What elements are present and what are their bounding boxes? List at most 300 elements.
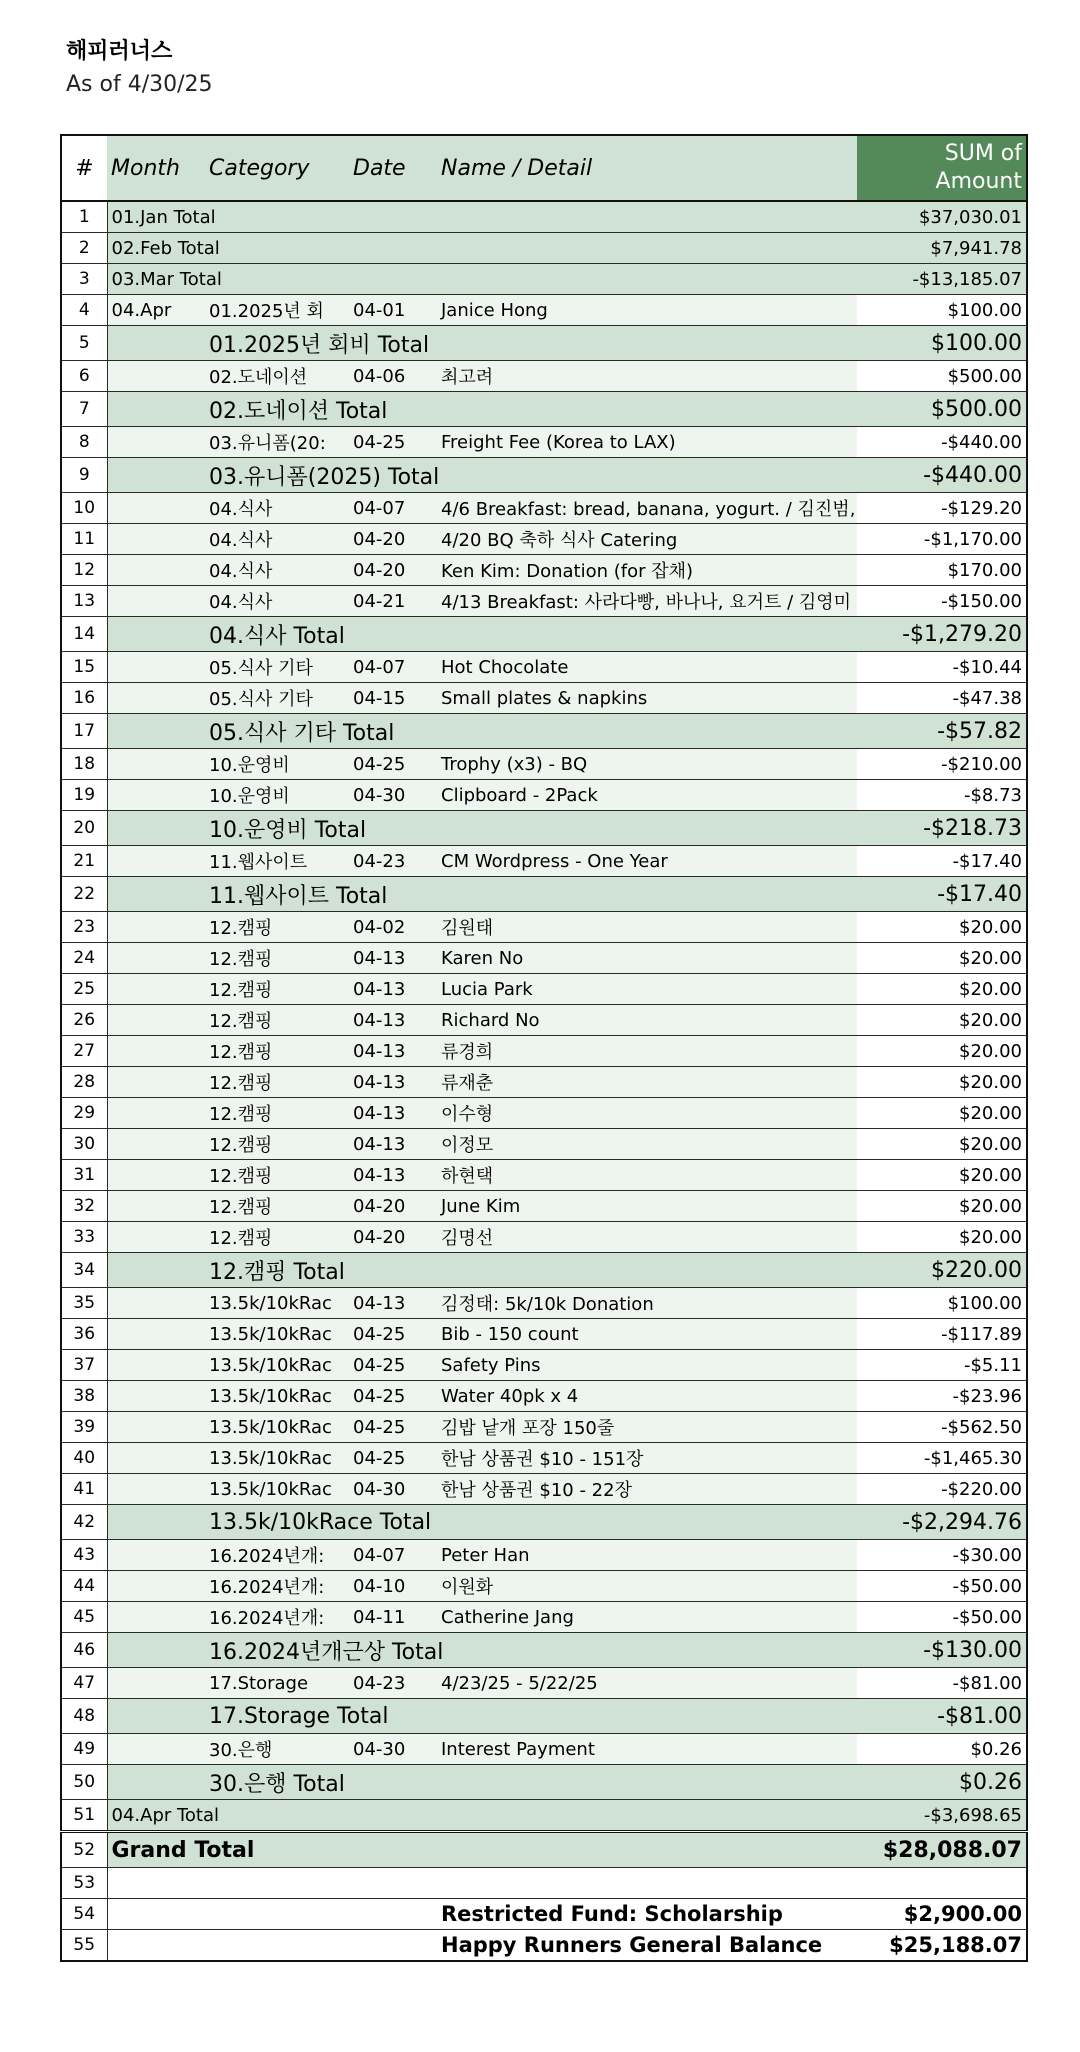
row-number: 48 bbox=[61, 1699, 107, 1734]
table-row bbox=[61, 877, 1027, 912]
col-header-name: Name / Detail bbox=[437, 135, 857, 201]
header-row bbox=[61, 135, 1027, 201]
table-row bbox=[61, 749, 1027, 780]
col-header-num: # bbox=[61, 135, 107, 201]
date-cell: 04-30 bbox=[349, 780, 437, 811]
amount-cell: $20.00 bbox=[857, 1160, 1027, 1191]
category-cell: 13.5k/10kRac bbox=[205, 1412, 349, 1443]
name-cell: 한남 상품권 $10 - 22장 bbox=[437, 1474, 857, 1505]
summary-spacer bbox=[107, 1930, 437, 1962]
month-cell bbox=[107, 1129, 205, 1160]
row-number: 12 bbox=[61, 555, 107, 586]
category-total-amount: -$130.00 bbox=[857, 1633, 1027, 1668]
month-cell bbox=[107, 1253, 205, 1288]
date-cell: 04-20 bbox=[349, 1191, 437, 1222]
row-number: 36 bbox=[61, 1319, 107, 1350]
row-number: 21 bbox=[61, 846, 107, 877]
row-number: 55 bbox=[61, 1930, 107, 1962]
row-number: 23 bbox=[61, 912, 107, 943]
date-cell: 04-13 bbox=[349, 1129, 437, 1160]
date-cell: 04-15 bbox=[349, 683, 437, 714]
table-row bbox=[61, 1699, 1027, 1734]
month-cell bbox=[107, 1505, 205, 1540]
month-cell bbox=[107, 392, 205, 427]
category-cell: 12.캠핑 bbox=[205, 912, 349, 943]
month-cell bbox=[107, 1633, 205, 1668]
name-cell: 한남 상품권 $10 - 151장 bbox=[437, 1443, 857, 1474]
amount-cell: $20.00 bbox=[857, 1067, 1027, 1098]
month-cell bbox=[107, 912, 205, 943]
table-row bbox=[61, 1602, 1027, 1633]
row-number: 17 bbox=[61, 714, 107, 749]
category-cell: 02.도네이션 bbox=[205, 361, 349, 392]
amount-cell: -$17.40 bbox=[857, 846, 1027, 877]
blank-amount bbox=[857, 1868, 1027, 1899]
col-header-month: Month bbox=[107, 135, 205, 201]
row-number: 11 bbox=[61, 524, 107, 555]
month-total-amount: -$3,698.65 bbox=[857, 1800, 1027, 1832]
row-number: 18 bbox=[61, 749, 107, 780]
date-cell: 04-11 bbox=[349, 1602, 437, 1633]
category-cell: 10.운영비 bbox=[205, 749, 349, 780]
table-row bbox=[61, 1350, 1027, 1381]
table-row bbox=[61, 974, 1027, 1005]
name-cell: Karen No bbox=[437, 943, 857, 974]
row-number: 39 bbox=[61, 1412, 107, 1443]
table-row bbox=[61, 1868, 1027, 1899]
table-row bbox=[61, 233, 1027, 264]
month-cell bbox=[107, 1319, 205, 1350]
table-row bbox=[61, 264, 1027, 295]
category-total-amount: -$218.73 bbox=[857, 811, 1027, 846]
name-cell: 이정모 bbox=[437, 1129, 857, 1160]
amount-cell: -$30.00 bbox=[857, 1540, 1027, 1571]
row-number: 28 bbox=[61, 1067, 107, 1098]
month-cell bbox=[107, 1765, 205, 1800]
month-cell bbox=[107, 555, 205, 586]
date-cell: 04-25 bbox=[349, 749, 437, 780]
table-row bbox=[61, 1474, 1027, 1505]
month-cell bbox=[107, 1036, 205, 1067]
date-cell: 04-20 bbox=[349, 1222, 437, 1253]
table-row bbox=[61, 392, 1027, 427]
row-number: 31 bbox=[61, 1160, 107, 1191]
date-cell: 04-10 bbox=[349, 1571, 437, 1602]
col-header-date: Date bbox=[349, 135, 437, 201]
table-row bbox=[61, 1540, 1027, 1571]
row-number: 38 bbox=[61, 1381, 107, 1412]
category-cell: 16.2024년개: bbox=[205, 1602, 349, 1633]
date-cell: 04-25 bbox=[349, 427, 437, 458]
row-number: 53 bbox=[61, 1868, 107, 1899]
month-cell bbox=[107, 493, 205, 524]
row-number: 15 bbox=[61, 652, 107, 683]
amount-cell: -$1,170.00 bbox=[857, 524, 1027, 555]
amount-cell: $100.00 bbox=[857, 1288, 1027, 1319]
amount-cell: -$81.00 bbox=[857, 1668, 1027, 1699]
amount-cell: $20.00 bbox=[857, 1129, 1027, 1160]
row-number: 5 bbox=[61, 326, 107, 361]
month-cell bbox=[107, 943, 205, 974]
table-row bbox=[61, 1734, 1027, 1765]
name-cell: Clipboard - 2Pack bbox=[437, 780, 857, 811]
category-cell: 12.캠핑 bbox=[205, 1067, 349, 1098]
amount-cell: -$210.00 bbox=[857, 749, 1027, 780]
category-total-label: 05.식사 기타 Total bbox=[205, 714, 857, 749]
row-number: 43 bbox=[61, 1540, 107, 1571]
category-cell: 05.식사 기타 bbox=[205, 683, 349, 714]
name-cell: Ken Kim: Donation (for 잡채) bbox=[437, 555, 857, 586]
table-row bbox=[61, 201, 1027, 233]
name-cell: 류경희 bbox=[437, 1036, 857, 1067]
month-cell bbox=[107, 1067, 205, 1098]
amount-cell: -$129.20 bbox=[857, 493, 1027, 524]
grand-total-amount: $28,088.07 bbox=[857, 1832, 1027, 1868]
month-cell bbox=[107, 974, 205, 1005]
table-row bbox=[61, 780, 1027, 811]
row-number: 22 bbox=[61, 877, 107, 912]
month-total-amount: $37,030.01 bbox=[857, 201, 1027, 233]
category-cell: 04.식사 bbox=[205, 493, 349, 524]
row-number: 41 bbox=[61, 1474, 107, 1505]
summary-spacer bbox=[107, 1899, 437, 1930]
table-row bbox=[61, 1288, 1027, 1319]
month-total-label: 04.Apr Total bbox=[107, 1800, 857, 1832]
category-cell: 13.5k/10kRac bbox=[205, 1350, 349, 1381]
category-total-amount: -$17.40 bbox=[857, 877, 1027, 912]
date-cell: 04-13 bbox=[349, 1036, 437, 1067]
row-number: 3 bbox=[61, 264, 107, 295]
date-cell: 04-13 bbox=[349, 1005, 437, 1036]
table-row bbox=[61, 1571, 1027, 1602]
table-row bbox=[61, 1253, 1027, 1288]
category-total-label: 16.2024년개근상 Total bbox=[205, 1633, 857, 1668]
month-cell bbox=[107, 458, 205, 493]
name-cell: 4/6 Breakfast: bread, banana, yogurt. / 김진범, bbox=[437, 493, 857, 524]
date-cell: 04-21 bbox=[349, 586, 437, 617]
amount-cell: -$23.96 bbox=[857, 1381, 1027, 1412]
table-row bbox=[61, 1633, 1027, 1668]
table-row bbox=[61, 1832, 1027, 1868]
month-cell bbox=[107, 877, 205, 912]
table-row bbox=[61, 1222, 1027, 1253]
name-cell: Hot Chocolate bbox=[437, 652, 857, 683]
ledger-body bbox=[61, 201, 1027, 1961]
name-cell: Bib - 150 count bbox=[437, 1319, 857, 1350]
table-row bbox=[61, 427, 1027, 458]
table-row bbox=[61, 295, 1027, 326]
date-cell: 04-25 bbox=[349, 1443, 437, 1474]
category-cell: 13.5k/10kRac bbox=[205, 1288, 349, 1319]
month-cell bbox=[107, 652, 205, 683]
date-cell: 04-07 bbox=[349, 1540, 437, 1571]
amount-cell: $20.00 bbox=[857, 1005, 1027, 1036]
name-cell: Janice Hong bbox=[437, 295, 857, 326]
amount-cell: -$1,465.30 bbox=[857, 1443, 1027, 1474]
row-number: 33 bbox=[61, 1222, 107, 1253]
table-row bbox=[61, 1930, 1027, 1962]
category-total-amount: -$57.82 bbox=[857, 714, 1027, 749]
row-number: 20 bbox=[61, 811, 107, 846]
category-cell: 17.Storage bbox=[205, 1668, 349, 1699]
ledger-table bbox=[60, 134, 1028, 1962]
name-cell: Water 40pk x 4 bbox=[437, 1381, 857, 1412]
amount-cell: $20.00 bbox=[857, 1191, 1027, 1222]
table-row bbox=[61, 1800, 1027, 1832]
row-number: 9 bbox=[61, 458, 107, 493]
name-cell: 이원화 bbox=[437, 1571, 857, 1602]
name-cell: 4/13 Breakfast: 사라다빵, 바나나, 요거트 / 김영미 bbox=[437, 586, 857, 617]
month-cell bbox=[107, 1288, 205, 1319]
amount-cell: $170.00 bbox=[857, 555, 1027, 586]
row-number: 51 bbox=[61, 1800, 107, 1832]
category-total-amount: -$440.00 bbox=[857, 458, 1027, 493]
month-total-label: 02.Feb Total bbox=[107, 233, 857, 264]
blank-cell bbox=[107, 1868, 857, 1899]
table-row bbox=[61, 458, 1027, 493]
summary-amount: $25,188.07 bbox=[857, 1930, 1027, 1962]
month-cell bbox=[107, 749, 205, 780]
month-cell bbox=[107, 586, 205, 617]
row-number: 26 bbox=[61, 1005, 107, 1036]
table-row bbox=[61, 1443, 1027, 1474]
amount-cell: -$220.00 bbox=[857, 1474, 1027, 1505]
name-cell: 최고려 bbox=[437, 361, 857, 392]
name-cell: 4/20 BQ 축하 식사 Catering bbox=[437, 524, 857, 555]
category-cell: 04.식사 bbox=[205, 555, 349, 586]
date-cell: 04-23 bbox=[349, 1668, 437, 1699]
amount-cell: $20.00 bbox=[857, 943, 1027, 974]
name-cell: 류재춘 bbox=[437, 1067, 857, 1098]
category-cell: 04.식사 bbox=[205, 524, 349, 555]
table-row bbox=[61, 361, 1027, 392]
row-number: 27 bbox=[61, 1036, 107, 1067]
date-cell: 04-07 bbox=[349, 652, 437, 683]
report-date: As of 4/30/25 bbox=[66, 72, 213, 97]
table-row bbox=[61, 1668, 1027, 1699]
row-number: 24 bbox=[61, 943, 107, 974]
table-row bbox=[61, 1381, 1027, 1412]
category-total-amount: $100.00 bbox=[857, 326, 1027, 361]
month-cell bbox=[107, 361, 205, 392]
table-row bbox=[61, 1899, 1027, 1930]
amount-cell: $500.00 bbox=[857, 361, 1027, 392]
row-number: 4 bbox=[61, 295, 107, 326]
row-number: 32 bbox=[61, 1191, 107, 1222]
month-cell bbox=[107, 683, 205, 714]
month-cell bbox=[107, 427, 205, 458]
summary-label: Restricted Fund: Scholarship bbox=[437, 1899, 857, 1930]
month-cell bbox=[107, 524, 205, 555]
date-cell: 04-25 bbox=[349, 1412, 437, 1443]
category-total-label: 03.유니폼(2025) Total bbox=[205, 458, 857, 493]
name-cell: 이수형 bbox=[437, 1098, 857, 1129]
month-total-amount: $7,941.78 bbox=[857, 233, 1027, 264]
category-cell: 13.5k/10kRac bbox=[205, 1474, 349, 1505]
name-cell: Richard No bbox=[437, 1005, 857, 1036]
month-cell bbox=[107, 780, 205, 811]
category-cell: 10.운영비 bbox=[205, 780, 349, 811]
month-cell bbox=[107, 1191, 205, 1222]
category-cell: 13.5k/10kRac bbox=[205, 1443, 349, 1474]
name-cell: CM Wordpress - One Year bbox=[437, 846, 857, 877]
summary-label: Happy Runners General Balance bbox=[437, 1930, 857, 1962]
name-cell: Peter Han bbox=[437, 1540, 857, 1571]
date-cell: 04-07 bbox=[349, 493, 437, 524]
name-cell: Trophy (x3) - BQ bbox=[437, 749, 857, 780]
category-total-label: 12.캠핑 Total bbox=[205, 1253, 857, 1288]
month-cell bbox=[107, 1381, 205, 1412]
date-cell: 04-20 bbox=[349, 524, 437, 555]
month-cell bbox=[107, 1160, 205, 1191]
date-cell: 04-13 bbox=[349, 1067, 437, 1098]
row-number: 52 bbox=[61, 1832, 107, 1868]
name-cell: 김정태: 5k/10k Donation bbox=[437, 1288, 857, 1319]
category-cell: 16.2024년개: bbox=[205, 1571, 349, 1602]
col-header-amount: SUM of Amount bbox=[857, 135, 1027, 201]
month-cell bbox=[107, 846, 205, 877]
name-cell: 4/23/25 - 5/22/25 bbox=[437, 1668, 857, 1699]
category-cell: 12.캠핑 bbox=[205, 1098, 349, 1129]
amount-cell: $100.00 bbox=[857, 295, 1027, 326]
name-cell: Catherine Jang bbox=[437, 1602, 857, 1633]
table-row bbox=[61, 683, 1027, 714]
table-row bbox=[61, 811, 1027, 846]
row-number: 44 bbox=[61, 1571, 107, 1602]
amount-cell: $20.00 bbox=[857, 974, 1027, 1005]
row-number: 29 bbox=[61, 1098, 107, 1129]
month-cell bbox=[107, 1443, 205, 1474]
category-total-label: 04.식사 Total bbox=[205, 617, 857, 652]
date-cell: 04-13 bbox=[349, 1160, 437, 1191]
date-cell: 04-20 bbox=[349, 555, 437, 586]
category-cell: 03.유니폼(20: bbox=[205, 427, 349, 458]
row-number: 1 bbox=[61, 201, 107, 233]
table-row bbox=[61, 1005, 1027, 1036]
category-total-amount: -$2,294.76 bbox=[857, 1505, 1027, 1540]
row-number: 16 bbox=[61, 683, 107, 714]
date-cell: 04-23 bbox=[349, 846, 437, 877]
row-number: 19 bbox=[61, 780, 107, 811]
row-number: 8 bbox=[61, 427, 107, 458]
month-cell bbox=[107, 1602, 205, 1633]
amount-cell: $20.00 bbox=[857, 912, 1027, 943]
category-cell: 12.캠핑 bbox=[205, 974, 349, 1005]
row-number: 13 bbox=[61, 586, 107, 617]
table-row bbox=[61, 714, 1027, 749]
month-cell bbox=[107, 1474, 205, 1505]
row-number: 30 bbox=[61, 1129, 107, 1160]
table-row bbox=[61, 1098, 1027, 1129]
category-cell: 13.5k/10kRac bbox=[205, 1381, 349, 1412]
table-row bbox=[61, 555, 1027, 586]
table-row bbox=[61, 586, 1027, 617]
amount-cell: -$8.73 bbox=[857, 780, 1027, 811]
date-cell: 04-30 bbox=[349, 1734, 437, 1765]
month-cell bbox=[107, 1412, 205, 1443]
amount-cell: -$150.00 bbox=[857, 586, 1027, 617]
name-cell: 김밥 낱개 포장 150줄 bbox=[437, 1412, 857, 1443]
category-total-amount: $220.00 bbox=[857, 1253, 1027, 1288]
month-total-label: 03.Mar Total bbox=[107, 264, 857, 295]
date-cell: 04-13 bbox=[349, 943, 437, 974]
grand-total-label: Grand Total bbox=[107, 1832, 857, 1868]
row-number: 35 bbox=[61, 1288, 107, 1319]
date-cell: 04-06 bbox=[349, 361, 437, 392]
amount-cell: -$562.50 bbox=[857, 1412, 1027, 1443]
category-total-label: 13.5k/10kRace Total bbox=[205, 1505, 857, 1540]
row-number: 14 bbox=[61, 617, 107, 652]
date-cell: 04-02 bbox=[349, 912, 437, 943]
date-cell: 04-30 bbox=[349, 1474, 437, 1505]
row-number: 47 bbox=[61, 1668, 107, 1699]
amount-cell: -$10.44 bbox=[857, 652, 1027, 683]
category-total-label: 02.도네이션 Total bbox=[205, 392, 857, 427]
row-number: 7 bbox=[61, 392, 107, 427]
month-cell bbox=[107, 1699, 205, 1734]
month-cell bbox=[107, 1222, 205, 1253]
category-total-label: 10.운영비 Total bbox=[205, 811, 857, 846]
category-cell: 12.캠핑 bbox=[205, 1222, 349, 1253]
report-title: 해피러너스 bbox=[66, 39, 173, 64]
name-cell: Lucia Park bbox=[437, 974, 857, 1005]
month-total-label: 01.Jan Total bbox=[107, 201, 857, 233]
month-cell bbox=[107, 1350, 205, 1381]
month-cell bbox=[107, 714, 205, 749]
row-number: 25 bbox=[61, 974, 107, 1005]
name-cell: 김원태 bbox=[437, 912, 857, 943]
category-total-label: 11.웹사이트 Total bbox=[205, 877, 857, 912]
category-cell: 11.웹사이트 bbox=[205, 846, 349, 877]
category-total-amount: $500.00 bbox=[857, 392, 1027, 427]
table-row bbox=[61, 912, 1027, 943]
date-cell: 04-25 bbox=[349, 1381, 437, 1412]
category-total-label: 01.2025년 회비 Total bbox=[205, 326, 857, 361]
table-row bbox=[61, 493, 1027, 524]
category-cell: 13.5k/10kRac bbox=[205, 1319, 349, 1350]
name-cell: Interest Payment bbox=[437, 1734, 857, 1765]
summary-amount: $2,900.00 bbox=[857, 1899, 1027, 1930]
date-cell: 04-01 bbox=[349, 295, 437, 326]
month-total-amount: -$13,185.07 bbox=[857, 264, 1027, 295]
category-total-amount: -$1,279.20 bbox=[857, 617, 1027, 652]
category-cell: 12.캠핑 bbox=[205, 1005, 349, 1036]
table-row bbox=[61, 652, 1027, 683]
name-cell: 하현택 bbox=[437, 1160, 857, 1191]
row-number: 50 bbox=[61, 1765, 107, 1800]
category-total-amount: -$81.00 bbox=[857, 1699, 1027, 1734]
row-number: 40 bbox=[61, 1443, 107, 1474]
table-row bbox=[61, 1036, 1027, 1067]
category-cell: 01.2025년 회 bbox=[205, 295, 349, 326]
date-cell: 04-13 bbox=[349, 974, 437, 1005]
date-cell: 04-25 bbox=[349, 1350, 437, 1381]
date-cell: 04-25 bbox=[349, 1319, 437, 1350]
category-total-label: 30.은행 Total bbox=[205, 1765, 857, 1800]
table-row bbox=[61, 1319, 1027, 1350]
table-row bbox=[61, 846, 1027, 877]
category-cell: 12.캠핑 bbox=[205, 1160, 349, 1191]
table-row bbox=[61, 1067, 1027, 1098]
table-row bbox=[61, 1505, 1027, 1540]
amount-cell: $0.26 bbox=[857, 1734, 1027, 1765]
row-number: 37 bbox=[61, 1350, 107, 1381]
category-cell: 12.캠핑 bbox=[205, 1129, 349, 1160]
name-cell: June Kim bbox=[437, 1191, 857, 1222]
category-cell: 12.캠핑 bbox=[205, 1036, 349, 1067]
category-total-amount: $0.26 bbox=[857, 1765, 1027, 1800]
table-row bbox=[61, 326, 1027, 361]
